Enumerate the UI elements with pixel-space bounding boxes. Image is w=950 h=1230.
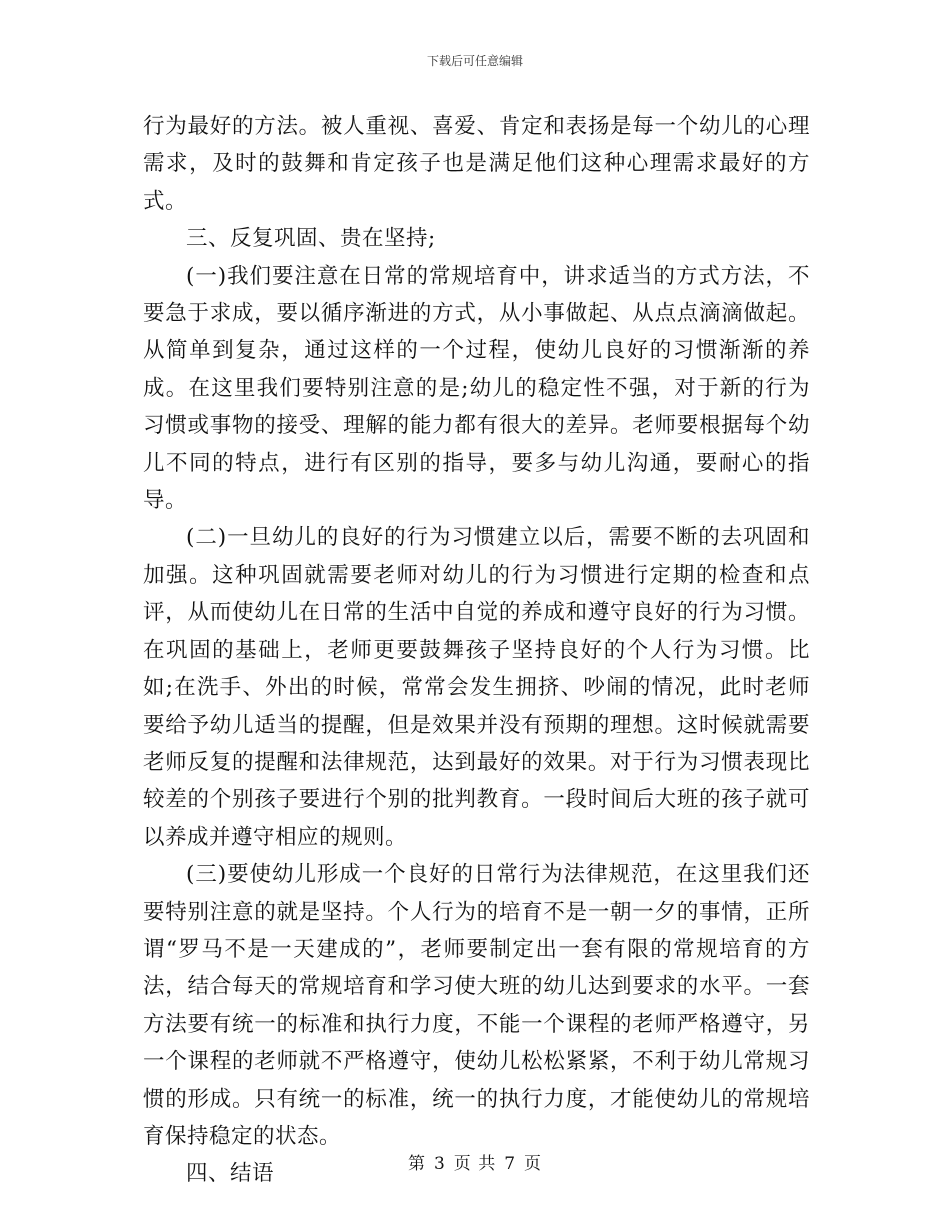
footer-page-number: 3 (433, 1154, 446, 1174)
paragraph-continuation: 行为最好的方法。被人重视、喜爱、肯定和表扬是每一个幼儿的心理需求，及时的鼓舞和肯定孩子也是满足他们这种心理需求最好的方式。 (143, 114, 810, 214)
document-body (143, 108, 810, 1193)
section-heading-4: 四、结语 (186, 1161, 275, 1187)
page-header: 下载后可任意编辑 (426, 54, 523, 68)
footer-prefix: 第 (407, 1154, 426, 1174)
footer-middle: 页 共 (453, 1154, 497, 1174)
footer-total-pages: 7 (504, 1154, 517, 1174)
page-footer (0, 1153, 950, 1175)
paragraph-item-1: (一)我们要注意在日常的常规培育中，讲求适当的方式方法，不要急于求成，要以循序渐进的方式，从小事做起、从点点滴滴做起。从简单到复杂，通过这样的一个过程，使幼儿良好的习惯渐渐的养成。在这里我们要特别注意的是;幼儿的稳定性不强，对于新的行为习惯或事物的接受、理解的能力都有很大的差异。老师要根据每个幼儿不同的特点，进行有区别的指导，要多与幼儿沟通，要耐心的指导。 (143, 263, 810, 514)
paragraph-item-2: (二)一旦幼儿的良好的行为习惯建立以后，需要不断的去巩固和加强。这种巩固就需要老师对幼儿的行为习惯进行定期的检查和点评，从而使幼儿在日常的生活中自觉的养成和遵守良好的行为习惯。在巩固的基础上，老师更要鼓舞孩子坚持良好的个人行为习惯。比如;在洗手、外出的时候，常常会发生拥挤、吵闹的情况，此时老师要给予幼儿适当的提醒，但是效果并没有预期的理想。这时候就需要老师反复的提醒和法律规范，达到最好的效果。对于行为习惯表现比较差的个别孩子要进行个别的批判教育。一段时间后大班的孩子就可以养成并遵守相应的规则。 (143, 525, 810, 850)
paragraph-item-3: (三)要使幼儿形成一个良好的日常行为法律规范，在这里我们还要特别注意的就是坚持。个人行为的培育不是一朝一夕的事情，正所谓“罗马不是一天建成的”，老师要制定出一套有限的常规培育的方法，结合每天的常规培育和学习使大班的幼儿达到要求的水平。一套方法要有统一的标准和执行力度，不能一个课程的老师严格遵守，另一个课程的老师就不严格遵守，使幼儿松松紧紧，不利于幼儿常规习惯的形成。只有统一的标准，统一的执行力度，才能使幼儿的常规培育保持稳定的状态。 (143, 862, 810, 1149)
section-heading-3: 三、反复巩固、贵在坚持; (186, 226, 436, 252)
footer-suffix: 页 (524, 1154, 543, 1174)
